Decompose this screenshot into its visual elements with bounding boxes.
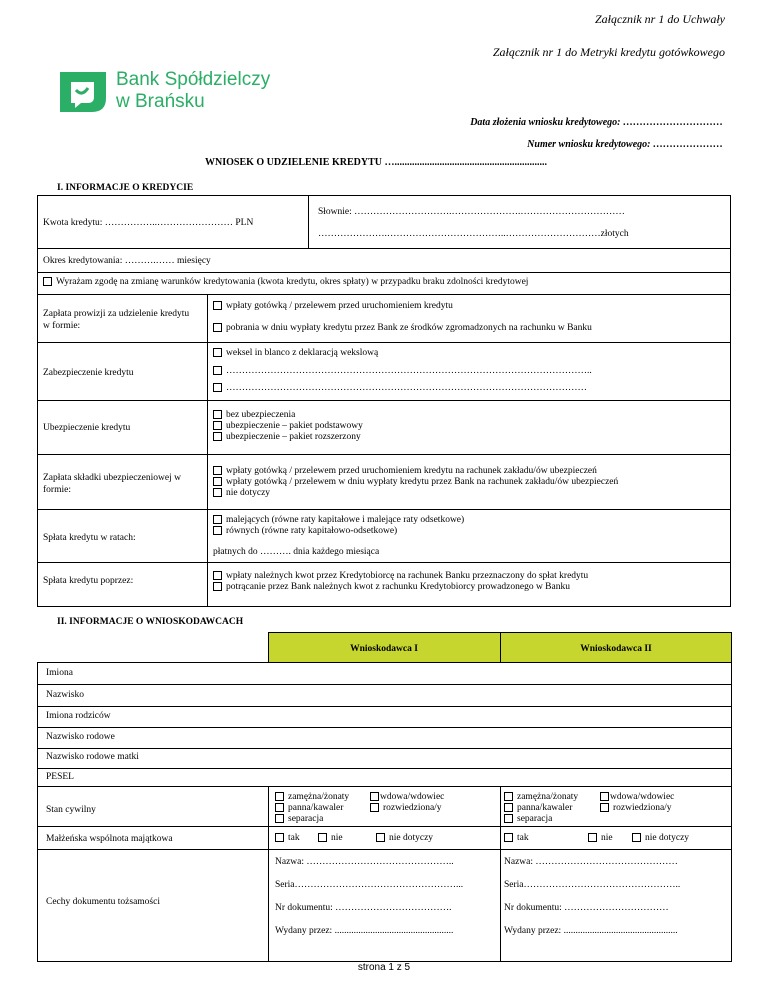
installments-option-2[interactable]: równych (równe raty kapitałowo-odsetkowe): [213, 526, 397, 537]
a2-community-no[interactable]: nie: [588, 833, 613, 844]
collateral-option-1[interactable]: weksel in blanco z deklaracją wekslową: [213, 348, 378, 359]
a2-id-issuer-field[interactable]: Wydany przez: ................................................: [504, 926, 678, 936]
amount-in-words-line-2[interactable]: ………………….………………………………..…………………………złotych: [318, 229, 629, 239]
row-surname: Nazwisko: [46, 690, 84, 700]
row-pesel: PESEL: [46, 772, 74, 782]
a2-id-name-field[interactable]: Nazwa: ………………………………………: [504, 857, 678, 867]
a1-id-name-field[interactable]: Nazwa: ………………………………………..: [275, 857, 454, 867]
row-first-names: Imiona: [46, 668, 73, 678]
collateral-label: Zabezpieczenie kredytu: [43, 368, 134, 378]
form-title: WNIOSEK O UDZIELENIE KREDYTU ….............................................................: [205, 157, 547, 168]
a1-community-na[interactable]: nie dotyczy: [376, 833, 433, 844]
a1-id-issuer-field[interactable]: Wydany przez: ..................................................: [275, 926, 454, 936]
section-1-heading: I. INFORMACJE O KREDYCIE: [57, 183, 194, 193]
consent-checkbox-row[interactable]: Wyrażam zgodę na zmianę warunków kredytowania (kwota kredytu, okres spłaty) w przypadku braku zdolności kredytowej: [43, 277, 528, 288]
a2-community-na[interactable]: nie dotyczy: [632, 833, 689, 844]
page-number: strona 1 z 5: [357, 962, 411, 973]
insurance-option-2[interactable]: ubezpieczenie – pakiet podstawowy: [213, 421, 363, 432]
a2-single[interactable]: panna/kawaler: [504, 803, 572, 814]
installments-option-1[interactable]: malejących (równe raty kapitałowe i malejące raty odsetkowe): [213, 515, 464, 526]
application-number-field[interactable]: Numer wniosku kredytowego: …………………: [527, 139, 723, 150]
row-maiden-name: Nazwisko rodowe: [46, 732, 115, 742]
a1-single[interactable]: panna/kawaler: [275, 803, 343, 814]
a1-community-yes[interactable]: tak: [275, 833, 300, 844]
row-mother-maiden-name: Nazwisko rodowe matki: [46, 752, 139, 762]
premium-option-2[interactable]: wpłaty gotówką / przelewem w dniu wypłaty kredytu przez Bank na rachunek zakładu/ów ubezpieczeń: [213, 477, 618, 488]
a2-separation[interactable]: separacja: [504, 814, 552, 825]
amount-in-words-line-1[interactable]: Słownie: ………………………….………………….……………………………: [318, 207, 625, 217]
a2-id-number-field[interactable]: Nr dokumentu: ……………………………: [504, 903, 669, 913]
repayment-option-1[interactable]: wpłaty należnych kwot przez Kredytobiorcę na rachunek Banku przeznaczony do spłat kredytu: [213, 571, 588, 582]
a1-id-number-field[interactable]: Nr dokumentu: ……………………………….: [275, 903, 452, 913]
applicant-2-heading: Wnioskodawca II: [580, 644, 652, 654]
insurance-option-3[interactable]: ubezpieczenie – pakiet rozszerzony: [213, 432, 361, 443]
consent-checkbox[interactable]: [43, 277, 52, 286]
attachment-line-1: Załącznik nr 1 do Uchwały: [595, 12, 725, 26]
a1-separation[interactable]: separacja: [275, 814, 323, 825]
bank-name: Bank Spółdzielczy w Brańsku: [116, 69, 271, 112]
collateral-option-3[interactable]: ……………………………………………………………………………………………………: [213, 383, 587, 394]
credit-period-field[interactable]: Okres kredytowania: ……….…… miesięcy: [43, 256, 211, 266]
insurance-label: Ubezpieczenie kredytu: [43, 423, 131, 433]
a1-married[interactable]: zamężna/żonaty: [275, 792, 349, 803]
section-2-heading: II. INFORMACJE O WNIOSKODAWCACH: [57, 617, 244, 627]
a1-widowed[interactable]: wdowa/wdowiec: [370, 792, 444, 803]
row-parents-names: Imiona rodziców: [46, 711, 111, 721]
a2-divorced[interactable]: rozwiedziona/y: [600, 803, 672, 814]
collateral-option-2[interactable]: ……………………………………………………………………………………………………..: [213, 366, 592, 377]
premium-option-1[interactable]: wpłaty gotówką / przelewem przed uruchomieniem kredytu na rachunek zakładu/ów ubezpieczeń: [213, 466, 597, 477]
applicant-1-heading: Wnioskodawca I: [350, 644, 418, 654]
id-document-label: Cechy dokumentu tożsamości: [46, 897, 160, 907]
attachment-line-2: Załącznik nr 1 do Metryki kredytu gotówkowego: [492, 45, 725, 59]
installments-due-day-field[interactable]: płatnych do ………. dnia każdego miesiąca: [213, 547, 380, 557]
premium-option-3[interactable]: nie dotyczy: [213, 488, 270, 499]
installments-label: Spłata kredytu w ratach:: [43, 533, 136, 543]
a2-widowed[interactable]: wdowa/wdowiec: [600, 792, 674, 803]
a2-married[interactable]: zamężna/żonaty: [504, 792, 578, 803]
commission-label: Zapłata prowizji za udzielenie kredytu w formie:: [43, 309, 190, 331]
credit-amount-field[interactable]: Kwota kredytu: ……………..…………………… PLN: [43, 218, 254, 228]
bank-logo-icon: [58, 70, 108, 114]
repayment-option-2[interactable]: potrącanie przez Bank należnych kwot z rachunku Kredytobiorcy prowadzonego w Banku: [213, 582, 570, 593]
insurance-option-1[interactable]: bez ubezpieczenia: [213, 410, 295, 421]
repayment-label: Spłata kredytu poprzez:: [43, 576, 134, 586]
a2-id-series-field[interactable]: Seria…………………………………………..: [504, 880, 681, 890]
a2-community-yes[interactable]: tak: [504, 833, 529, 844]
marital-status-label: Stan cywilny: [46, 805, 96, 815]
a1-divorced[interactable]: rozwiedziona/y: [370, 803, 442, 814]
premium-label: Zapłata składki ubezpieczeniowej w formie:: [43, 473, 181, 495]
commission-option-2[interactable]: pobrania w dniu wypłaty kredytu przez Bank ze środków zgromadzonych na rachunku w Banku: [213, 323, 592, 334]
commission-option-1[interactable]: wpłaty gotówką / przelewem przed uruchomieniem kredytu: [213, 301, 453, 312]
a1-community-no[interactable]: nie: [318, 833, 343, 844]
application-date-field[interactable]: Data złożenia wniosku kredytowego: …………………………: [470, 117, 723, 128]
a1-id-series-field[interactable]: Seria……………………………………………...: [275, 880, 464, 890]
community-property-label: Małżeńska wspólnota majątkowa: [46, 834, 173, 844]
